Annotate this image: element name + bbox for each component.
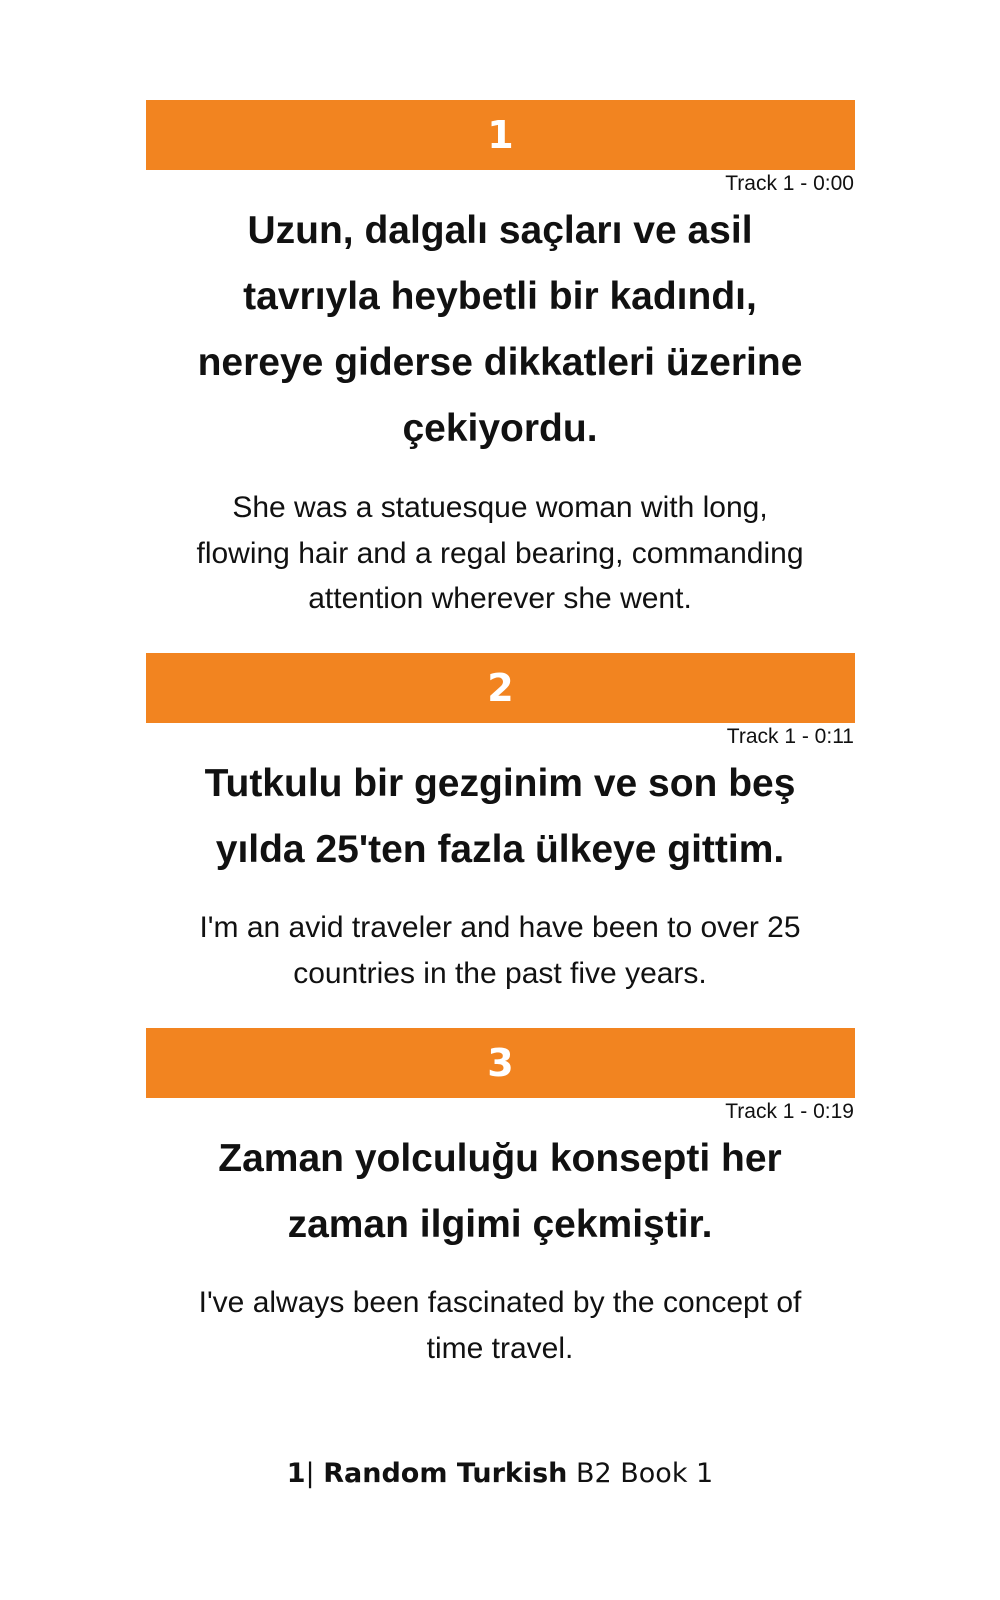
english-line: She was a statuesque woman with long,: [232, 491, 768, 524]
turkish-line: nereye giderse dikkatleri üzerine: [197, 341, 803, 384]
series-title: Random Turkish: [323, 1458, 568, 1489]
turkish-line: Zaman yolculuğu konsepti her: [218, 1137, 782, 1180]
turkish-line: Tutkulu bir gezginim ve son beş: [204, 762, 796, 805]
entry-2-number-bar: [146, 653, 855, 723]
page-footer: [0, 1458, 1000, 1489]
turkish-line: tavrıyla heybetli bir kadındı,: [243, 275, 757, 318]
entry-2-track-label: Track 1 - 0:11: [726, 725, 854, 748]
entry-2-turkish-sentence: [120, 751, 880, 883]
entry-number: 2: [487, 666, 514, 710]
entry-1-english-translation: [120, 485, 880, 622]
entry-2-english-translation: [120, 905, 880, 996]
entry-1-turkish-sentence: [120, 198, 880, 462]
entry-1-number-bar: [146, 100, 855, 170]
entry-3-turkish-sentence: [120, 1126, 880, 1258]
turkish-line: çekiyordu.: [402, 407, 598, 450]
page-number: 1: [286, 1458, 306, 1489]
entry-1-track-label: Track 1 - 0:00: [725, 172, 854, 195]
entry-number: 3: [487, 1041, 514, 1085]
turkish-line: zaman ilgimi çekmiştir.: [287, 1203, 713, 1246]
entry-3-english-translation: [120, 1280, 880, 1371]
entry-3-number-bar: [146, 1028, 855, 1098]
entry-3-track-label: Track 1 - 0:19: [725, 1100, 854, 1123]
english-line: flowing hair and a regal bearing, commanding: [196, 536, 804, 570]
english-line: I've always been fascinated by the concept of: [198, 1286, 802, 1319]
entry-number: 1: [487, 113, 514, 157]
turkish-line: yılda 25'ten fazla ülkeye gittim.: [215, 828, 785, 871]
english-line: I'm an avid traveler and have been to over 25: [199, 911, 801, 944]
english-line: attention wherever she went.: [308, 582, 692, 615]
book-title: B2 Book 1: [575, 1458, 714, 1489]
footer-separator: |: [305, 1458, 315, 1489]
english-line: countries in the past five years.: [293, 956, 707, 990]
turkish-line: Uzun, dalgalı saçları ve asil: [247, 209, 753, 252]
english-line: time travel.: [426, 1331, 574, 1365]
